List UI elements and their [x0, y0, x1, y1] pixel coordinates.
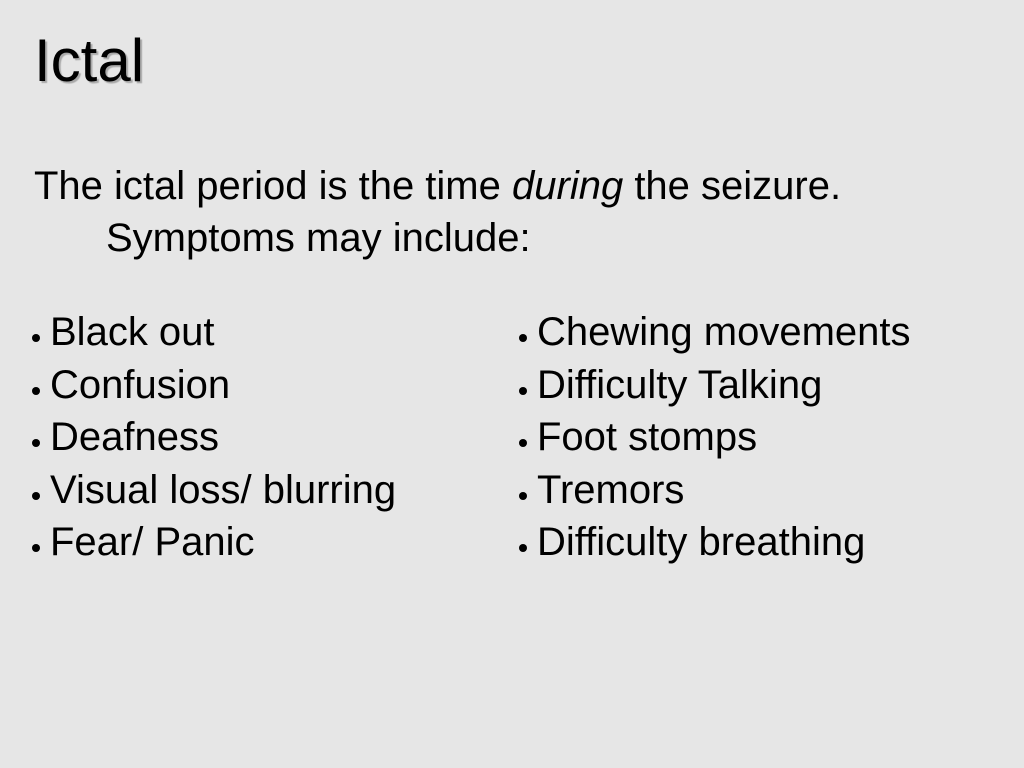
list-item [519, 359, 911, 412]
bullet-icon [32, 387, 40, 395]
bullet-icon [519, 544, 527, 552]
intro-paragraph [34, 160, 994, 264]
intro-line-1 [34, 160, 994, 212]
symptom-label: Deafness [50, 415, 219, 459]
symptom-label: Difficulty breathing [537, 520, 866, 564]
bullet-icon [32, 334, 40, 342]
bullet-icon [519, 492, 527, 500]
bullet-icon [519, 439, 527, 447]
symptom-label: Tremors [537, 467, 685, 512]
symptom-label: Black out [50, 310, 215, 354]
intro-line-2: Symptoms may include: [106, 216, 531, 260]
slide-title: Ictal [34, 27, 145, 94]
symptom-label: Foot stomps [537, 415, 758, 459]
symptom-label: Difficulty Talking [537, 362, 823, 407]
symptom-list-right [519, 306, 911, 569]
bullet-icon [32, 492, 40, 500]
list-item [32, 411, 396, 464]
list-item [519, 411, 911, 464]
bullet-icon [519, 334, 527, 342]
list-item [519, 306, 911, 359]
list-item [519, 464, 911, 517]
list-item [32, 359, 396, 412]
list-item [32, 516, 396, 569]
bullet-icon [32, 544, 40, 552]
symptom-label: Visual loss/ blurring [50, 467, 397, 512]
list-item [32, 306, 396, 359]
bullet-icon [519, 387, 527, 395]
symptom-label: Fear/ Panic [50, 520, 255, 564]
list-item [32, 464, 396, 517]
bullet-icon [32, 439, 40, 447]
intro-text-part1: The ictal period is the time [34, 164, 512, 208]
symptom-list-left [32, 306, 396, 569]
list-item [519, 516, 911, 569]
symptom-label: Chewing movements [537, 310, 911, 354]
symptom-label: Confusion [50, 362, 231, 407]
intro-emphasis: during [512, 164, 624, 208]
intro-text-part2: the seizure. [623, 164, 842, 208]
